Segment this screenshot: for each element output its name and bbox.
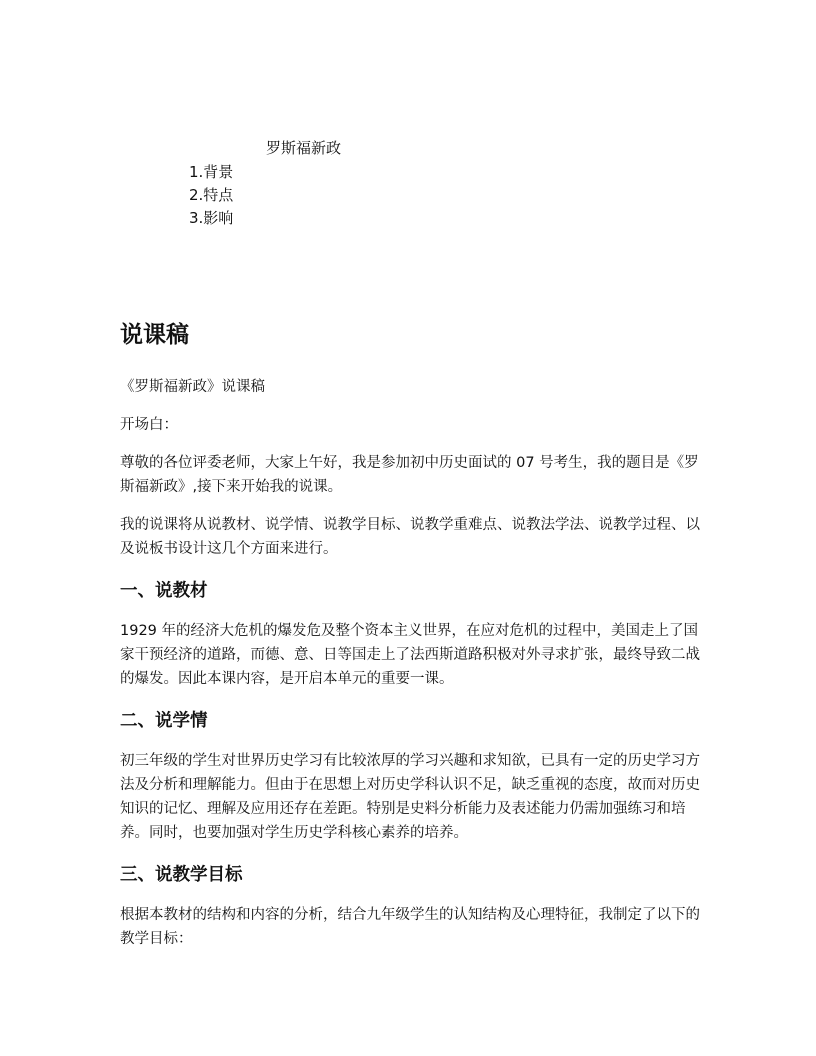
- section-heading-objectives: 三、说教学目标: [120, 865, 243, 885]
- outline-item-features: 2.特点: [189, 186, 234, 204]
- document-title: 说课稿: [120, 322, 189, 348]
- opening-label: 开场白：: [120, 417, 178, 433]
- outline-item-background: 1.背景: [189, 163, 234, 181]
- outline-list: [189, 161, 233, 230]
- document-subtitle: 《罗斯福新政》说课稿: [120, 379, 265, 395]
- section-text-objectives: 根据本教材的结构和内容的分析，结合九年级学生的认知结构及心理特征，我制定了以下的教学目标：: [120, 907, 700, 947]
- outline-block: [0, 0, 816, 260]
- section-text-students: 初三年级的学生对世界历史学习有比较浓厚的学习兴趣和求知欲，已具有一定的历史学习方法及分析和理解能力。但由于在思想上对历史学科认识不足，缺乏重视的态度，故而对历史知识的记忆、理解及应用还存在差距。特别是史料分析能力及表述能力仍需加强练习和培养。同时，也要加强对学生历史学科核心素养的培养。: [120, 753, 700, 841]
- section-heading-students: 二、说学情: [120, 711, 208, 731]
- section-heading-textbook: 一、说教材: [120, 581, 208, 601]
- plan-paragraph: 我的说课将从说教材、说学情、说教学目标、说教学重难点、说教法学法、说教学过程、以及说板书设计这几个方面来进行。: [120, 517, 700, 557]
- lecture-script: [120, 316, 700, 951]
- opening-paragraph: 尊敬的各位评委老师，大家上午好，我是参加初中历史面试的 07 号考生，我的题目是《罗斯福新政》,接下来开始我的说课。: [120, 455, 699, 495]
- outline-item-impact: 3.影响: [189, 209, 234, 227]
- outline-title: 罗斯福新政: [266, 139, 342, 157]
- section-text-textbook: 1929 年的经济大危机的爆发危及整个资本主义世界，在应对危机的过程中，美国走上了国家干预经济的道路，而德、意、日等国走上了法西斯道路积极对外寻求扩张，最终导致二战的爆发。因此本课内容，是开启本单元的重要一课。: [120, 623, 700, 687]
